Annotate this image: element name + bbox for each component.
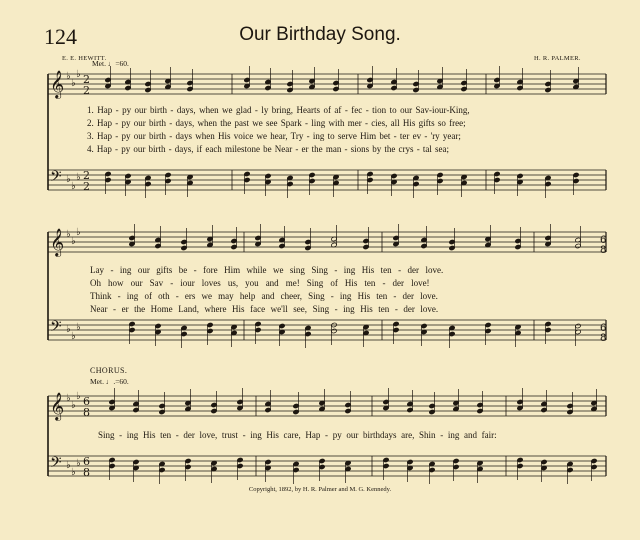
time-signature: 8 xyxy=(83,406,90,419)
time-signature: 6 xyxy=(600,323,607,334)
flat-sign: ♭ xyxy=(66,324,71,335)
flat-sign: ♭ xyxy=(76,458,81,469)
time-signature: 8 xyxy=(600,245,607,256)
verse-1-line-1: 1. Hap - py our birth - days, when we glad - ly bring, Hearts of af - fec - tion to our Sav-iour-King, xyxy=(87,105,470,115)
time-signature: 6 xyxy=(600,235,607,246)
verse-2-line-1: 2. Hap - py our birth - days, when the past we see Spark - ling with mer - cies, all His gifts so free; xyxy=(87,118,466,128)
time-signature: 2 xyxy=(83,84,90,97)
flat-sign: ♭ xyxy=(71,331,76,342)
flat-sign: ♭ xyxy=(76,172,81,183)
words-credit: E. E. HEWITT. xyxy=(62,55,107,62)
flat-sign: ♭ xyxy=(71,236,76,247)
time-signature: 8 xyxy=(600,333,607,344)
flat-sign: ♭ xyxy=(71,181,76,192)
time-signature: 2 xyxy=(83,73,90,86)
flat-sign: ♭ xyxy=(76,227,81,238)
verse-4-line-1: 4. Hap - py our birth - days, if each milestone be Near - er the man - sions by the crys - tal sea; xyxy=(87,144,449,154)
chorus-tempo: Met. ♩.=60. xyxy=(90,377,129,386)
music-credit: H. R. PALMER. xyxy=(534,55,581,62)
verse-2-line-2: Oh how our Sav - iour loves us, you and me! Sing of His ten - der love! xyxy=(90,278,430,288)
treble-clef: 𝄞 xyxy=(50,392,65,420)
time-signature: 2 xyxy=(83,180,90,193)
flat-sign: ♭ xyxy=(66,229,71,240)
treble-clef: 𝄞 xyxy=(50,70,65,98)
flat-sign: ♭ xyxy=(66,393,71,404)
copyright-notice: Copyright, 1892, by H. R. Palmer and M. G. Kennedy. xyxy=(248,486,392,493)
flat-sign: ♭ xyxy=(66,460,71,471)
verse-1-line-2: Lay - ing our gifts be - fore Him while we sing Sing - ing His ten - der love. xyxy=(90,265,444,275)
flat-sign: ♭ xyxy=(66,174,71,185)
bass-clef: 𝄢 xyxy=(50,168,62,189)
flat-sign: ♭ xyxy=(71,467,76,478)
flat-sign: ♭ xyxy=(66,71,71,82)
verse-3-line-2: Think - ing of oth - ers we may help and cheer, Sing - ing His ten - der love. xyxy=(90,291,438,301)
time-signature: 6 xyxy=(83,395,90,408)
flat-sign: ♭ xyxy=(71,400,76,411)
flat-sign: ♭ xyxy=(76,322,81,333)
verse-4-line-2: Near - er the Home Land, where His face we'll see, Sing - ing His ten - der love. xyxy=(90,304,439,314)
chorus-lyric: Sing - ing His ten - der love, trust - ing His care, Hap - py our birthdays are, Shin - ing and fair: xyxy=(98,430,497,440)
time-signature: 2 xyxy=(83,169,90,182)
verse-tempo: Met. ♩=60. xyxy=(92,59,129,68)
page-number: 124 xyxy=(44,24,77,49)
time-signature: 8 xyxy=(83,466,90,479)
bass-clef: 𝄢 xyxy=(50,454,62,475)
song-title: Our Birthday Song. xyxy=(239,24,401,45)
verse-3-line-1: 3. Hap - py our birth - days when His voice we hear, Try - ing to serve Him bet - ter ev - 'ry year; xyxy=(87,131,461,141)
time-signature: 6 xyxy=(83,455,90,468)
flat-sign: ♭ xyxy=(76,69,81,80)
flat-sign: ♭ xyxy=(71,78,76,89)
bass-clef: 𝄢 xyxy=(50,318,62,339)
flat-sign: ♭ xyxy=(76,391,81,402)
chorus-label: CHORUS. xyxy=(90,366,128,375)
treble-clef: 𝄞 xyxy=(50,228,65,256)
